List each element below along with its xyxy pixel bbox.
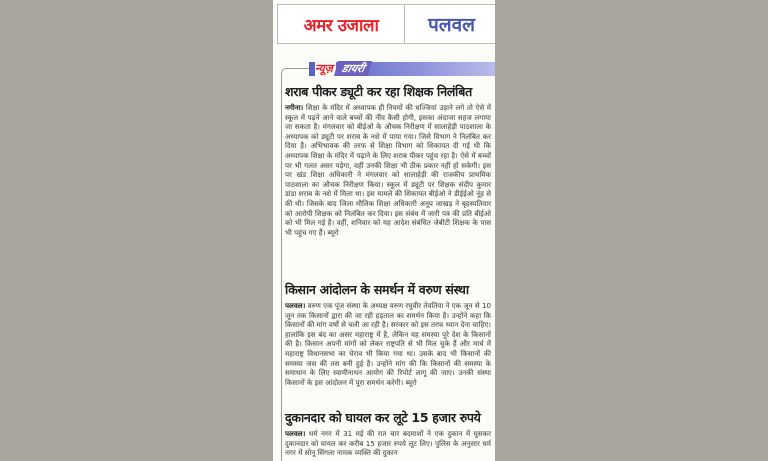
- newspaper-name: अमर उजाला: [278, 5, 405, 43]
- article-teacher-suspended: [285, 84, 491, 237]
- article-text: धर्म नगर में 31 मई की रात चार बदमाशों ने एक दुकान में घुसकर दुकानदार को घायल कर करीब 15 हजार रुपये लूट लिए। पुलिस के अनुसार धर्म नगर में सोनू सिंगला नामक व्यक्ति की दुकान: [285, 429, 491, 458]
- article-body: [285, 301, 491, 387]
- newspaper-clipping: [273, 0, 495, 461]
- article-headline: दुकानदार को घायल कर लूटे 15 हजार रुपये: [285, 410, 481, 425]
- edition-name: पलवल: [427, 14, 476, 36]
- article-headline: शराब पीकर ड्यूटी कर रहा शिक्षक निलंबित: [285, 84, 472, 99]
- article-headline: किसान आंदोलन के समर्थन में वरुण संस्था: [285, 282, 469, 297]
- article-byline: ब्यूरो: [327, 227, 339, 237]
- article-body: [285, 103, 491, 237]
- article-text: शिक्षा के मंदिर में अध्यापक ही नियमों की धज्जियां उड़ाने लगे तो ऐसे में स्कूल में पढ़ने आने वाले बच्चों की नींव कैसी होगी, इसका अंदाजा सहज लगाया जा सकता है। मंगलवार को बीईओ के औचक निरीक्षण में सालाहेड़ी पाठशाला के अध्यापक को ड्यूटी पर शराब के नशे में पाया गया। जिसे विभाग ने निलंबित कर दिया है। अभिभावक की तरफ से शिक्षा विभाग को शिकायत दी गई थी कि अध्यापक शिक्षा के मंदिर में पढ़ाने के लिए शराब पीकर पहुंच रहा है। ऐसे में बच्चों पर भी गलत असर पड़ेगा, वहीं उनकी शिक्षा भी ठीक प्रकार नहीं हो सकेगी। इस पर खंड शिक्षा अधिकारी ने मंगलवार को सालाहेड़ी की राजकीय प्राथमिक पाठशाला का औचक निरीक्षण किया। स्कूल में ड्यूटी पर शिक्षक संदीप कुमार डांडा शराब के नशे में मिला था। इस मामले की शिकायत बीईओ ने डीईईओ नूंह से की थी। जिसके बाद जिला मौलिक शिक्षा अधिकारी अनूप जाखड़ ने बृहस्पतिवार को आरोपी शिक्षक को निलंबित कर दिया। इस संबंध में जारी पत्र की प्रति बीईओ को भी मिल गई है। वहीं, शनिवार को यह आदेश संबंधित जेबीटी शिक्षक के पास भी पहुंच गए हैं।: [285, 103, 492, 237]
- article-dateline: पलवल।: [285, 429, 306, 438]
- article-body: [285, 429, 491, 458]
- article-farmer-protest: [285, 282, 491, 387]
- section-tag-diary: डायरी: [334, 61, 372, 76]
- article-byline: ब्यूरो: [405, 377, 417, 387]
- article-text: वरुण एक पूंज संस्था के अध्यक्ष वरुण रघुवीर तेवतिया ने एक जून से 10 जून तक किसानों द्वारा की जा रही हड़ताल का समर्थन किया है। उन्होंने कहा कि किसानों की मांग वर्षों से चली आ रही है। सरकार को इस तरफ ध्यान देना चाहिए। हालांकि इस बंद का असर महाराष्ट्र में है, लेकिन यह समस्या पूरे देश के किसानों की है। किसान अपनी मांगों को लेकर राष्ट्रपति से भी मिल चुके हैं और मार्च में महाराष्ट्र विधानसभा का घेराव भी किया गया था। उसके बाद भी किसानों की समस्या जस की तस बनी हुई है। उन्होंने मांग की कि किसानों की समस्या के समाधान के लिए स्वामीनाथन आयोग की रिपोर्ट लागू की जाए। उनकी संस्था किसानों के इस आंदोलन में पूरा समर्थन करेगी।: [285, 301, 491, 387]
- section-tag-news: न्यूज़: [315, 61, 336, 76]
- article-shopkeeper-robbed: [285, 410, 491, 458]
- article-dateline: पलवल।: [285, 301, 306, 310]
- article-dateline: नगीना।: [285, 103, 304, 112]
- section-tag: [315, 61, 370, 76]
- masthead: [277, 4, 495, 44]
